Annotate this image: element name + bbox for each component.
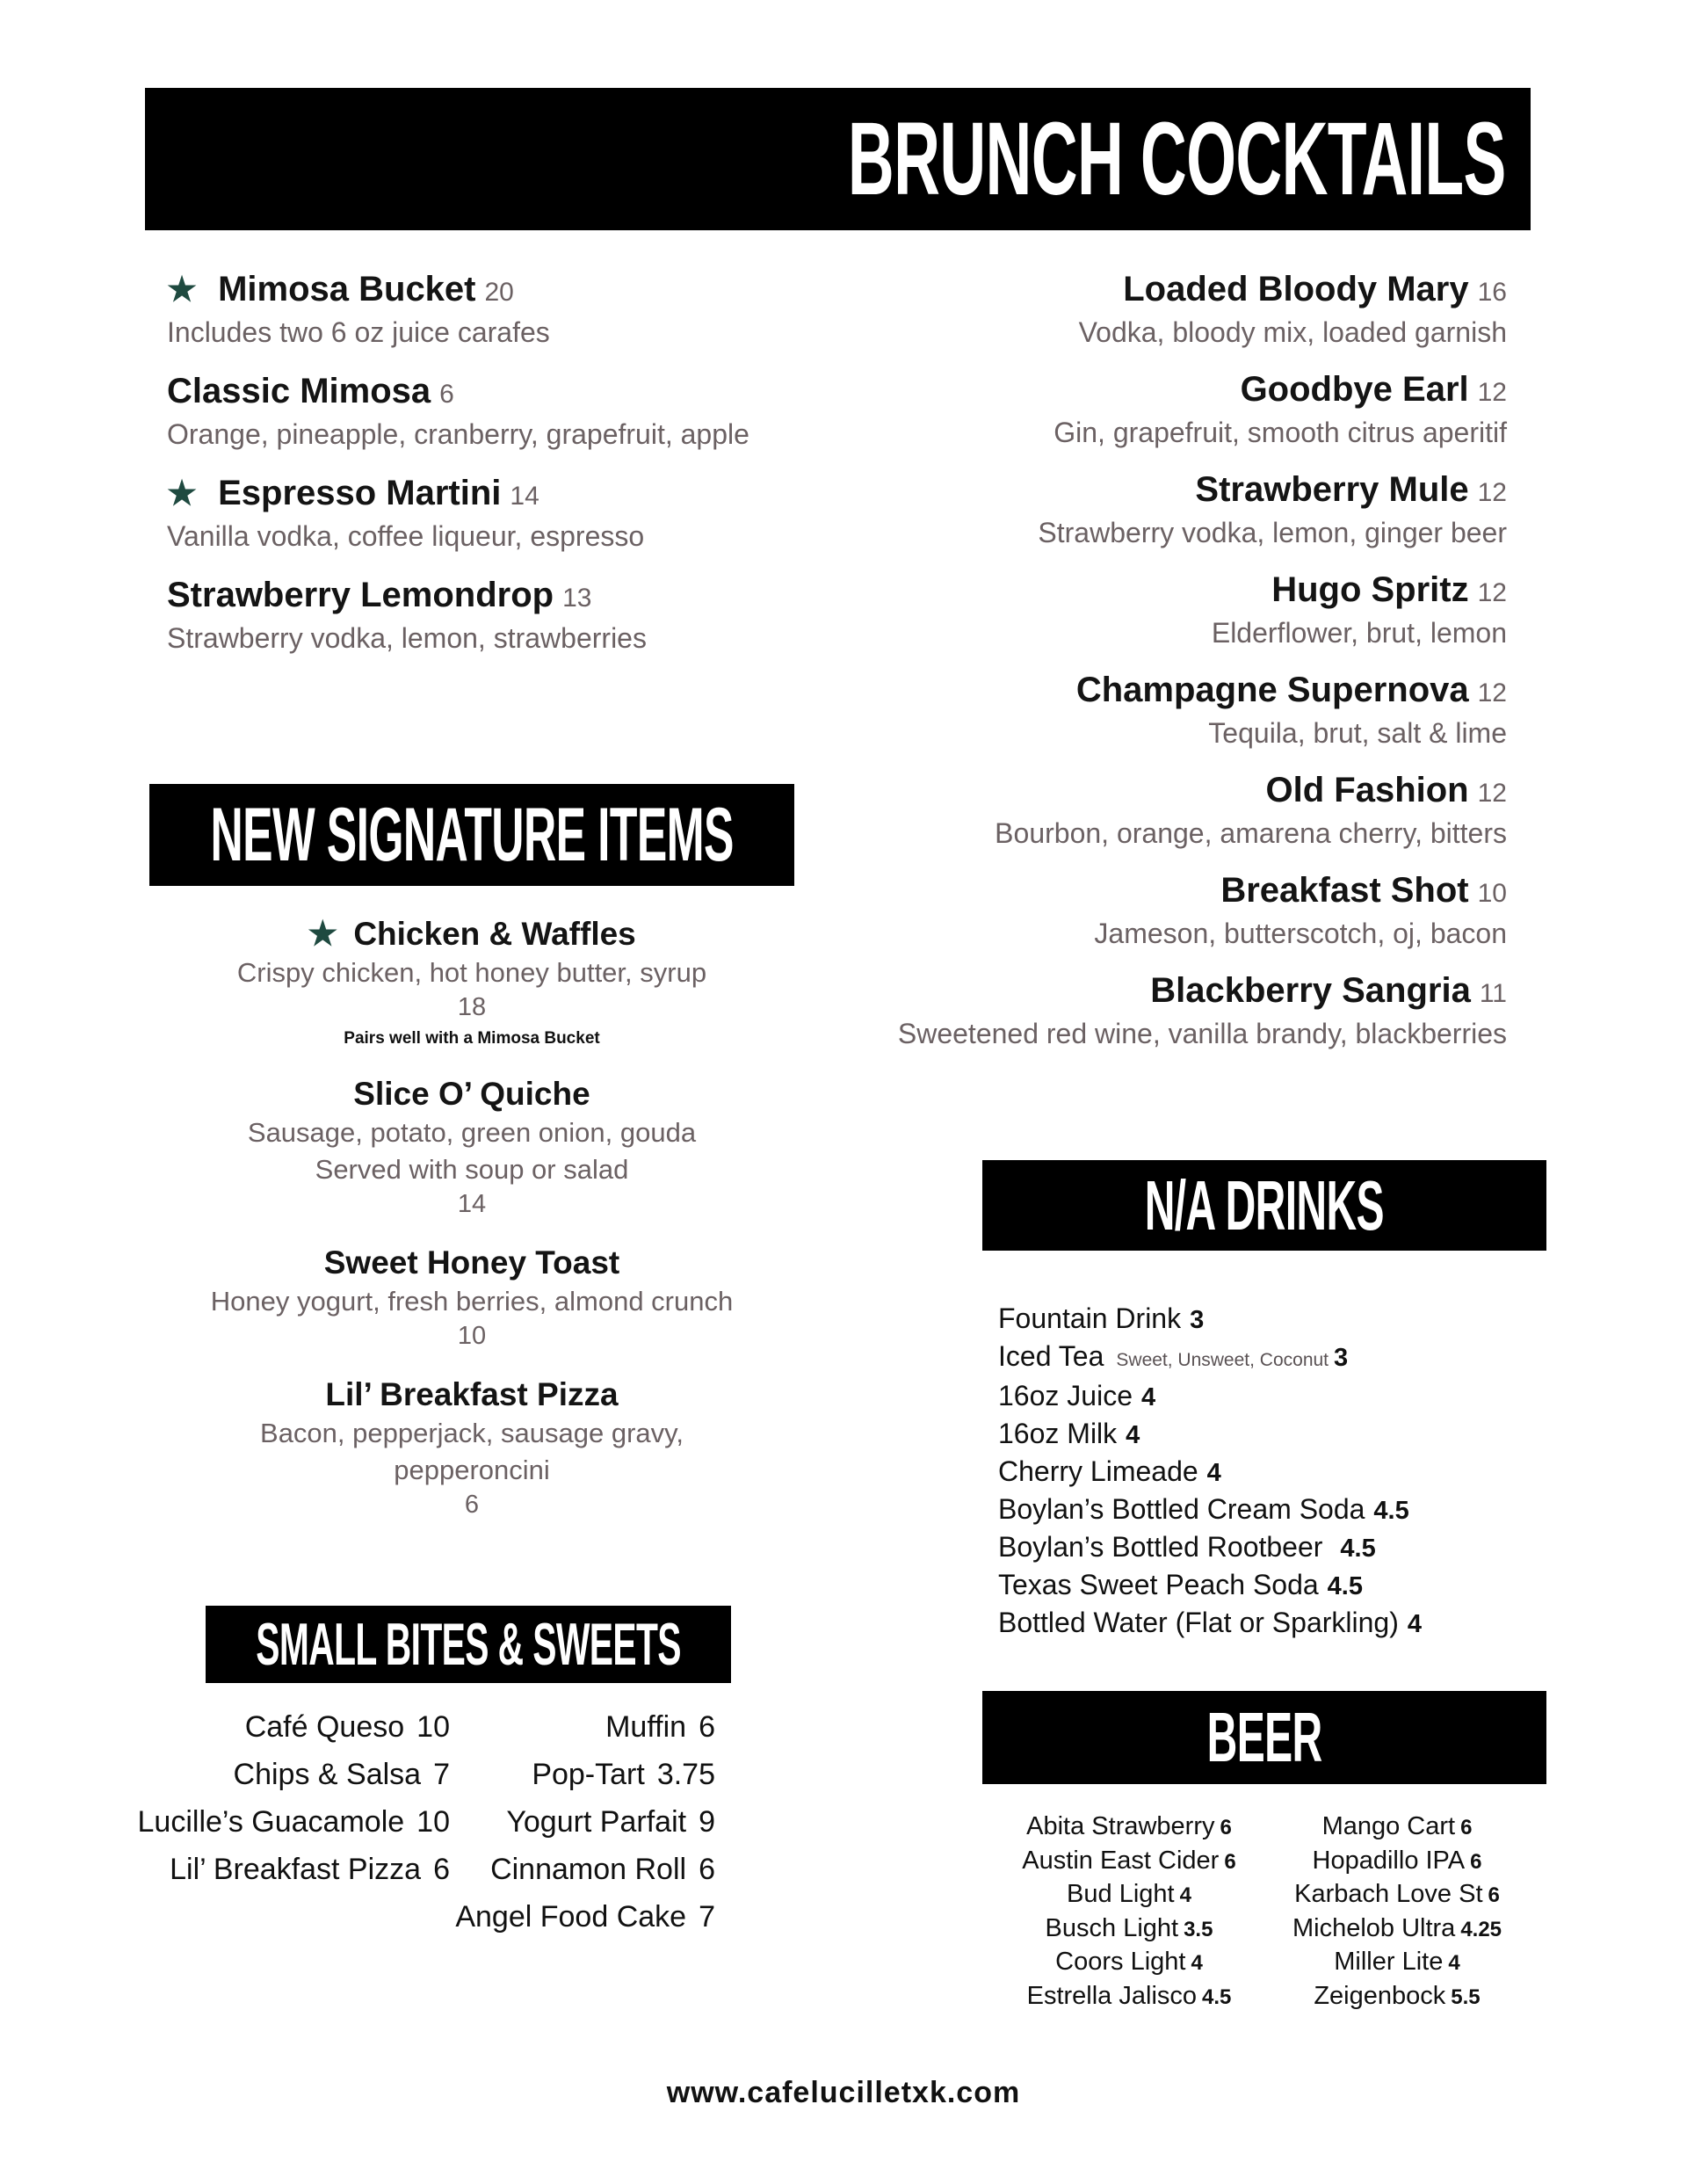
list-item	[455, 1798, 715, 1846]
item-name: Coors Light	[1055, 1948, 1186, 1976]
item-name: Chips & Salsa	[233, 1758, 422, 1791]
na-drinks-banner	[982, 1160, 1546, 1251]
item-price: 12	[1477, 578, 1507, 607]
item-name: Chicken & Waffles	[353, 916, 636, 952]
item-name: Lil’ Breakfast Pizza	[170, 1853, 422, 1886]
item-name: Breakfast Shot	[1220, 871, 1469, 910]
item-name: Boylan’s Bottled Cream Soda	[998, 1493, 1365, 1525]
item-name: Muffin	[605, 1710, 687, 1744]
item-price: 4.5	[1373, 1497, 1409, 1525]
menu-item	[149, 1375, 794, 1520]
list-item	[455, 1703, 715, 1751]
item-description: pepperoncini	[394, 1455, 550, 1485]
header-banner	[145, 88, 1531, 230]
menu-item	[786, 769, 1507, 852]
item-price: 10	[457, 1322, 487, 1350]
item-name: Hopadillo IPA	[1312, 1846, 1466, 1875]
section-title: BEER	[1206, 1698, 1322, 1776]
item-description: Includes two 6 oz juice carafes	[167, 316, 550, 348]
item-name: Strawberry Lemondrop	[167, 576, 554, 614]
item-name: Cherry Limeade	[998, 1455, 1198, 1487]
list-item	[1002, 1912, 1256, 1947]
list-item	[1265, 1912, 1529, 1947]
item-price: 4.5	[1340, 1535, 1376, 1563]
item-name: Classic Mimosa	[167, 372, 431, 410]
item-description: Honey yogurt, fresh berries, almond crunch	[210, 1286, 734, 1317]
item-name: Karbach Love St	[1294, 1880, 1483, 1908]
item-price: 4	[1448, 1951, 1460, 1975]
item-name: Texas Sweet Peach Soda	[998, 1569, 1319, 1600]
list-item	[998, 1339, 1422, 1378]
list-item	[455, 1751, 715, 1798]
item-price: 3.75	[656, 1758, 715, 1791]
item-name: Boylan’s Bottled Rootbeer	[998, 1531, 1323, 1563]
section-title: N/A DRINKS	[1144, 1165, 1385, 1244]
page-title: BRUNCH COCKTAILS	[848, 101, 1506, 217]
item-description: Served with soup or salad	[315, 1154, 629, 1185]
menu-item	[149, 1074, 794, 1220]
item-price: 13	[562, 584, 592, 613]
item-price: 6	[1460, 1816, 1473, 1839]
menu-item	[149, 1243, 794, 1352]
item-description: Jameson, butterscotch, oj, bacon	[1094, 918, 1507, 949]
beer-left-list	[1002, 1810, 1256, 2013]
item-name: Bud Light	[1067, 1880, 1175, 1908]
item-price: 6	[699, 1710, 715, 1744]
item-price: 3.5	[1184, 1917, 1213, 1941]
item-name: Old Fashion	[1265, 771, 1469, 809]
item-price: 6	[1224, 1849, 1236, 1874]
list-item	[1002, 1845, 1256, 1879]
item-description: Elderflower, brut, lemon	[1211, 617, 1507, 649]
list-item	[998, 1491, 1422, 1529]
small-bites-left-list	[138, 1703, 450, 1893]
star-icon: ★	[308, 916, 338, 953]
list-item	[998, 1301, 1422, 1339]
item-name: Lil’ Breakfast Pizza	[325, 1376, 619, 1412]
item-name: Champagne Supernova	[1075, 671, 1469, 709]
item-price: 4	[1407, 1610, 1422, 1638]
item-name: Espresso Martini	[218, 474, 502, 512]
item-name: Lucille’s Guacamole	[137, 1805, 405, 1839]
item-description: Sausage, potato, green onion, gouda	[247, 1117, 697, 1148]
list-item	[1265, 1845, 1529, 1879]
item-name: Zeigenbock	[1314, 1981, 1446, 2010]
item-price: 12	[1477, 478, 1507, 507]
menu-item	[786, 569, 1507, 651]
item-price: 4.25	[1460, 1917, 1502, 1941]
pairing-note: Pairs well with a Mimosa Bucket	[344, 1029, 600, 1048]
beer-right-list	[1265, 1810, 1529, 2013]
item-price: 10	[1477, 879, 1507, 908]
item-price: 6	[433, 1853, 450, 1886]
small-bites-right-list	[455, 1703, 715, 1941]
item-price: 18	[457, 993, 487, 1021]
signature-items-banner	[149, 784, 794, 886]
item-price: 6	[1488, 1883, 1500, 1907]
item-price: 6	[464, 1491, 480, 1519]
cocktails-right-list	[786, 268, 1507, 1070]
item-price: 4	[1191, 1951, 1203, 1975]
beer-banner	[982, 1691, 1546, 1784]
item-price: 10	[416, 1805, 450, 1839]
menu-item	[786, 368, 1507, 451]
item-price: 12	[1477, 378, 1507, 407]
menu-item	[786, 669, 1507, 751]
item-description: Strawberry vodka, lemon, ginger beer	[1038, 517, 1507, 548]
item-name: 16oz Juice	[998, 1380, 1133, 1411]
item-price: 12	[1477, 779, 1507, 808]
item-name: Pop-Tart	[532, 1758, 645, 1791]
star-icon: ★	[167, 475, 198, 512]
item-description: Sweetened red wine, vanilla brandy, blackberries	[897, 1018, 1507, 1049]
item-name: Austin East Cider	[1022, 1846, 1220, 1875]
item-name: Fountain Drink	[998, 1302, 1182, 1334]
item-price: 10	[416, 1710, 450, 1744]
list-item	[998, 1378, 1422, 1416]
menu-item	[167, 472, 870, 555]
list-item	[138, 1798, 450, 1846]
item-price: 6	[1470, 1849, 1482, 1874]
item-description: Crispy chicken, hot honey butter, syrup	[236, 957, 707, 988]
list-item	[1265, 1980, 1529, 2014]
item-price: 16	[1477, 278, 1507, 307]
list-item	[1002, 1878, 1256, 1912]
item-price: 6	[699, 1853, 715, 1886]
item-price: 11	[1479, 979, 1507, 1008]
item-name: Abita Strawberry	[1026, 1812, 1215, 1840]
item-description: Vodka, bloody mix, loaded garnish	[1078, 316, 1507, 348]
menu-item	[786, 268, 1507, 351]
item-price: 4.5	[1327, 1572, 1363, 1600]
list-item	[998, 1605, 1422, 1643]
star-icon: ★	[167, 272, 198, 308]
item-name: Slice O’ Quiche	[353, 1076, 590, 1112]
item-description: Strawberry vodka, lemon, strawberries	[167, 622, 647, 654]
list-item	[138, 1846, 450, 1893]
item-name: Estrella Jalisco	[1026, 1981, 1198, 2010]
menu-item	[149, 914, 794, 1051]
list-item	[998, 1567, 1422, 1605]
item-description: Gin, grapefruit, smooth citrus aperitif	[1053, 417, 1507, 448]
menu-item	[786, 468, 1507, 551]
item-price: 4	[1206, 1459, 1221, 1487]
item-price: 7	[699, 1900, 715, 1934]
item-price: 4.5	[1202, 1984, 1232, 2009]
item-price: 14	[510, 482, 539, 511]
website-link[interactable]: www.cafelucilletxk.com	[666, 2076, 1021, 2109]
item-name: Mango Cart	[1321, 1812, 1456, 1840]
item-price: 7	[433, 1758, 450, 1791]
item-description: Bourbon, orange, amarena cherry, bitters	[995, 817, 1507, 849]
item-price: 4	[1179, 1883, 1191, 1907]
item-price: 6	[1220, 1816, 1232, 1839]
list-item	[1265, 1878, 1529, 1912]
item-price: 12	[1477, 678, 1507, 707]
list-item	[1002, 1810, 1256, 1845]
item-price: 20	[484, 278, 514, 307]
item-name: Blackberry Sangria	[1150, 971, 1471, 1010]
item-name: 16oz Milk	[998, 1418, 1118, 1449]
item-price: 4	[1140, 1383, 1156, 1411]
list-item	[138, 1751, 450, 1798]
item-name: Strawberry Mule	[1195, 470, 1469, 509]
item-name: Michelob Ultra	[1292, 1913, 1456, 1942]
list-item	[1002, 1946, 1256, 1980]
item-price: 14	[457, 1190, 487, 1218]
item-price: 5.5	[1451, 1984, 1481, 2009]
item-name: Busch Light	[1045, 1913, 1179, 1942]
na-drinks-list	[998, 1301, 1422, 1643]
item-description: Orange, pineapple, cranberry, grapefruit, apple	[167, 418, 749, 450]
list-item	[998, 1529, 1422, 1567]
list-item	[138, 1703, 450, 1751]
item-name: Angel Food Cake	[455, 1900, 687, 1934]
small-bites-banner	[206, 1606, 731, 1683]
item-name: Cinnamon Roll	[490, 1853, 687, 1886]
item-price: 6	[439, 380, 454, 409]
section-title: NEW SIGNATURE ITEMS	[210, 792, 734, 877]
item-name: Sweet Honey Toast	[323, 1244, 620, 1281]
section-title: SMALL BITES & SWEETS	[256, 1611, 681, 1678]
item-name: Yogurt Parfait	[506, 1805, 687, 1839]
signature-items-list	[149, 914, 794, 1543]
list-item	[1265, 1810, 1529, 1845]
list-item	[998, 1454, 1422, 1491]
item-name: Mimosa Bucket	[218, 270, 476, 308]
list-item	[455, 1893, 715, 1941]
item-description: Vanilla vodka, coffee liqueur, espresso	[167, 520, 645, 552]
cocktails-left-list	[167, 268, 870, 676]
item-name: Café Queso	[244, 1710, 405, 1744]
menu-item	[786, 969, 1507, 1052]
item-price: 3	[1190, 1306, 1205, 1334]
menu-item	[167, 268, 870, 351]
item-name: Miller Lite	[1334, 1948, 1444, 1976]
item-name: Hugo Spritz	[1271, 570, 1469, 609]
item-name: Loaded Bloody Mary	[1123, 270, 1469, 308]
item-options: Sweet, Unsweet, Coconut	[1116, 1350, 1329, 1370]
list-item	[455, 1846, 715, 1893]
item-name: Goodbye Earl	[1240, 370, 1469, 409]
menu-item	[786, 869, 1507, 952]
list-item	[1265, 1946, 1529, 1980]
item-name: Bottled Water (Flat or Sparkling)	[998, 1607, 1399, 1638]
item-price: 9	[699, 1805, 715, 1839]
item-name: Iced Tea	[998, 1340, 1104, 1372]
item-price: 4	[1126, 1421, 1140, 1449]
item-description: Tequila, brut, salt & lime	[1208, 717, 1507, 749]
item-description: Bacon, pepperjack, sausage gravy,	[260, 1418, 684, 1448]
menu-item	[167, 574, 870, 657]
item-price: 3	[1334, 1344, 1349, 1372]
list-item	[998, 1416, 1422, 1454]
list-item	[1002, 1980, 1256, 2014]
menu-item	[167, 370, 870, 453]
